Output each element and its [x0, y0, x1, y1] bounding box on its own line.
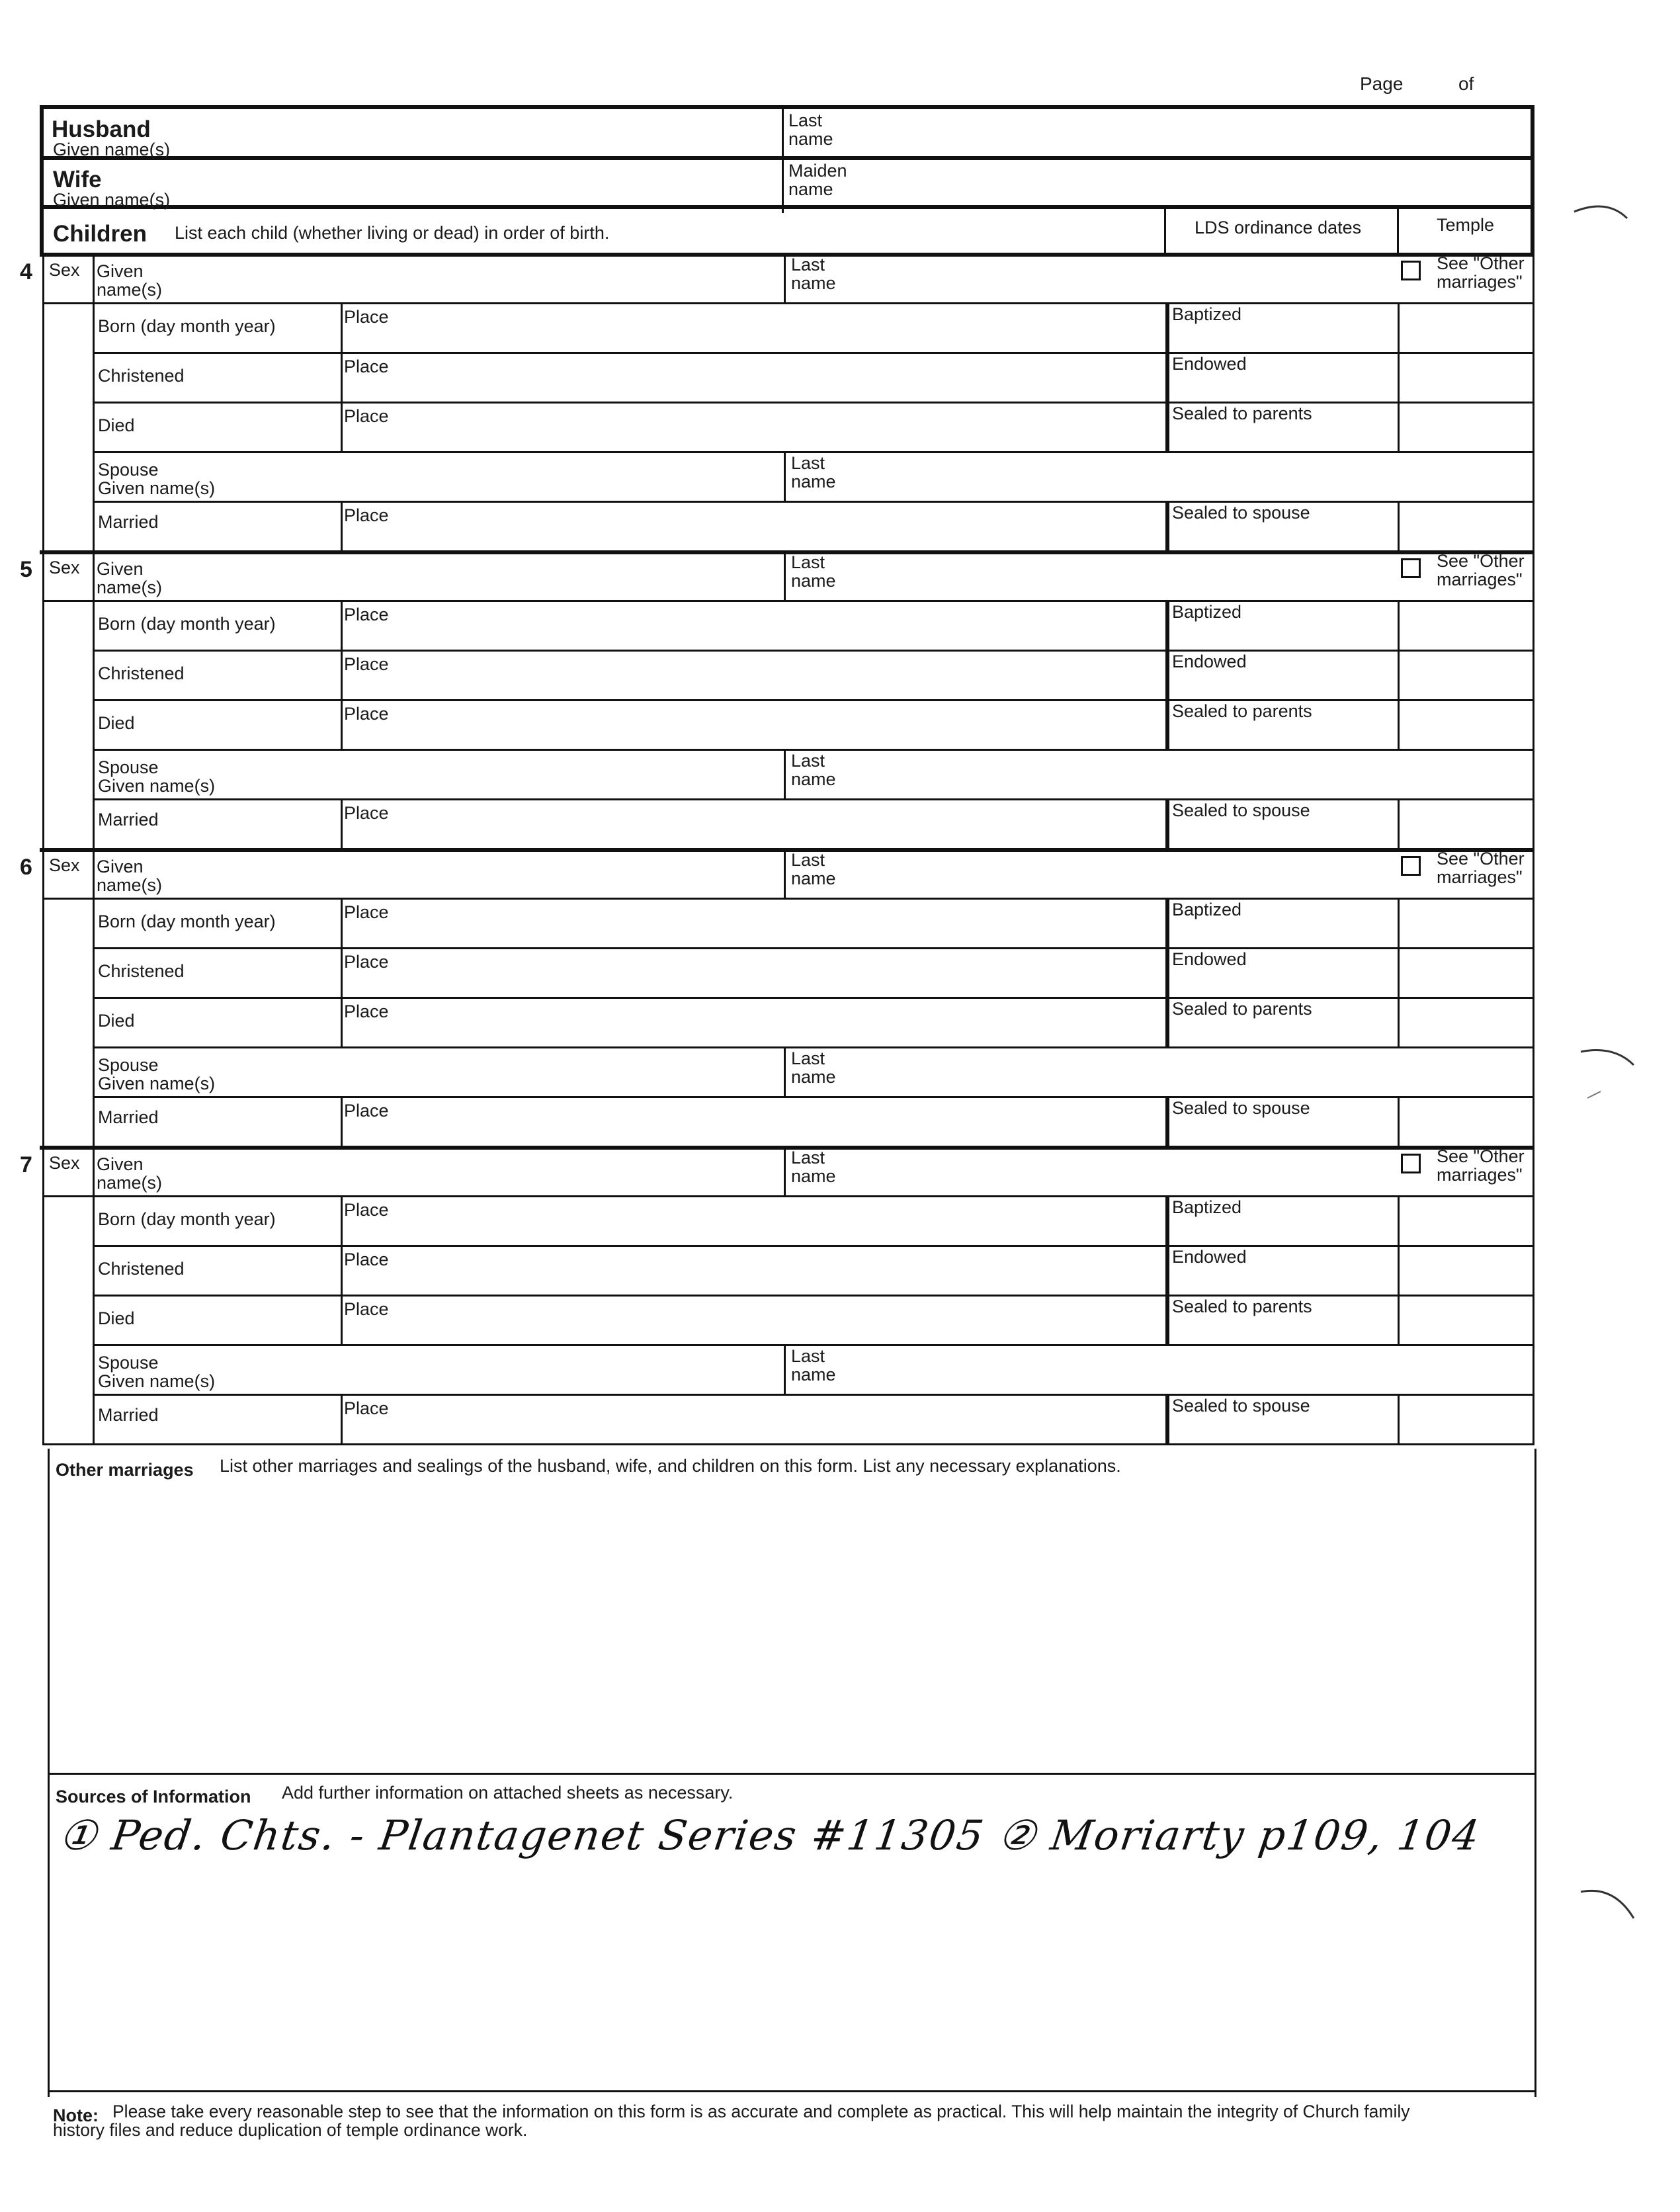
of-label: of — [1458, 73, 1474, 94]
see-other-label-1: See "Other — [1437, 551, 1525, 571]
given-label: Given — [97, 857, 144, 876]
given-name-label: name(s) — [97, 577, 163, 597]
last-label: Last — [791, 552, 825, 572]
baptized-label: Baptized — [1172, 1197, 1242, 1217]
other-marriages-checkbox[interactable] — [1401, 558, 1421, 578]
spouse-last-name-label: name — [791, 1365, 836, 1384]
died-label: Died — [98, 415, 135, 435]
wife-given-label: Given name(s) — [53, 190, 171, 210]
sealed-to-spouse-label: Sealed to spouse — [1172, 1396, 1310, 1416]
place-label: Place — [344, 307, 389, 327]
place-label: Place — [344, 605, 389, 624]
see-other-label-1: See "Other — [1437, 253, 1525, 273]
spouse-last-name-label: name — [791, 769, 836, 789]
christened-label: Christened — [98, 663, 185, 683]
given-label: Given — [97, 261, 144, 281]
given-label: Given — [97, 559, 144, 579]
place-label: Place — [344, 654, 389, 674]
last-name-label: name — [791, 273, 836, 293]
child-number: 5 — [20, 557, 32, 582]
married-place-label: Place — [344, 505, 389, 525]
sealed-to-spouse-label: Sealed to spouse — [1172, 800, 1310, 820]
note-title: Note: — [53, 2106, 99, 2125]
spouse-given-label: Given name(s) — [98, 776, 216, 796]
married-label: Married — [98, 1405, 159, 1425]
last-name-label: name — [791, 1166, 836, 1186]
given-name-label: name(s) — [97, 875, 163, 895]
place-label: Place — [344, 952, 389, 972]
given-label: Given — [97, 1154, 144, 1174]
born-label: Born (day month year) — [98, 1209, 276, 1229]
sex-label: Sex — [49, 855, 80, 875]
sex-label: Sex — [49, 260, 80, 280]
spouse-last-label: Last — [791, 751, 825, 771]
sources-handwritten: ① Ped. Chts. - Plantagenet Series #11305 ② Moriarty p109, 104 — [56, 1811, 1484, 1859]
given-name-label: name(s) — [97, 1173, 163, 1193]
children-title: Children — [53, 221, 147, 247]
married-place-label: Place — [344, 803, 389, 823]
born-label: Born (day month year) — [98, 614, 276, 634]
sex-label: Sex — [49, 1153, 80, 1173]
place-label: Place — [344, 1001, 389, 1021]
see-other-label-1: See "Other — [1437, 849, 1525, 869]
spouse-last-name-label: name — [791, 1067, 836, 1087]
see-other-label-2: marriages" — [1437, 867, 1523, 887]
sealed-to-parents-label: Sealed to parents — [1172, 701, 1312, 721]
husband-last-label: Last — [788, 110, 823, 130]
born-label: Born (day month year) — [98, 912, 276, 931]
spouse-label: Spouse — [98, 460, 159, 480]
married-label: Married — [98, 1107, 159, 1127]
place-label: Place — [344, 1250, 389, 1269]
spouse-last-label: Last — [791, 1346, 825, 1366]
christened-label: Christened — [98, 961, 185, 981]
spouse-label: Spouse — [98, 757, 159, 777]
lds-ordinance-dates-label: LDS ordinance dates — [1195, 218, 1362, 237]
other-marriages-checkbox[interactable] — [1401, 261, 1421, 280]
see-other-label-2: marriages" — [1437, 1165, 1523, 1185]
spouse-given-label: Given name(s) — [98, 1371, 216, 1391]
christened-label: Christened — [98, 1259, 185, 1279]
spouse-label: Spouse — [98, 1055, 159, 1075]
given-name-label: name(s) — [97, 280, 163, 300]
endowed-label: Endowed — [1172, 652, 1247, 671]
see-other-label-1: See "Other — [1437, 1146, 1525, 1166]
sex-label: Sex — [49, 558, 80, 577]
baptized-label: Baptized — [1172, 602, 1242, 622]
married-label: Married — [98, 810, 159, 830]
page-label: Page — [1360, 73, 1404, 94]
child-number: 4 — [20, 259, 32, 284]
endowed-label: Endowed — [1172, 1247, 1247, 1267]
christened-label: Christened — [98, 366, 185, 386]
husband-name-label: name — [788, 129, 833, 149]
spouse-given-label: Given name(s) — [98, 1074, 216, 1093]
endowed-label: Endowed — [1172, 354, 1247, 374]
wife-title: Wife — [53, 167, 102, 192]
died-label: Died — [98, 1308, 135, 1328]
last-name-label: name — [791, 869, 836, 888]
children-instructions: List each child (whether living or dead) in order of birth. — [175, 223, 610, 243]
baptized-label: Baptized — [1172, 900, 1242, 919]
place-label: Place — [344, 357, 389, 376]
note-text-line1: Please take every reasonable step to see that the information on this form is as accurate and complete as practical. This will help maintain the integrity of Church family — [112, 2102, 1410, 2121]
died-label: Died — [98, 713, 135, 733]
spouse-last-name-label: name — [791, 472, 836, 491]
last-label: Last — [791, 1148, 825, 1168]
place-label: Place — [344, 1200, 389, 1220]
married-label: Married — [98, 512, 159, 532]
place-label: Place — [344, 406, 389, 426]
baptized-label: Baptized — [1172, 304, 1242, 324]
note-text-line2: history files and reduce duplication of temple ordinance work. — [53, 2120, 528, 2140]
sealed-to-parents-label: Sealed to parents — [1172, 999, 1312, 1019]
sealed-to-parents-label: Sealed to parents — [1172, 1297, 1312, 1316]
spouse-last-label: Last — [791, 1048, 825, 1068]
died-label: Died — [98, 1011, 135, 1031]
place-label: Place — [344, 902, 389, 922]
other-marriages-checkbox[interactable] — [1401, 1154, 1421, 1173]
sealed-to-spouse-label: Sealed to spouse — [1172, 503, 1310, 523]
last-name-label: name — [791, 571, 836, 591]
other-marriages-checkbox[interactable] — [1401, 856, 1421, 876]
other-marriages-instructions: List other marriages and sealings of the husband, wife, and children on this form. List any necessary explanations. — [220, 1456, 1121, 1476]
last-label: Last — [791, 255, 825, 275]
spouse-last-label: Last — [791, 453, 825, 473]
place-label: Place — [344, 1299, 389, 1319]
sealed-to-parents-label: Sealed to parents — [1172, 404, 1312, 423]
see-other-label-2: marriages" — [1437, 272, 1523, 292]
see-other-label-2: marriages" — [1437, 570, 1523, 589]
husband-given-label: Given name(s) — [53, 140, 171, 159]
sources-title: Sources of Information — [56, 1787, 251, 1807]
other-marriages-title: Other marriages — [56, 1460, 194, 1480]
place-label: Place — [344, 704, 389, 724]
scan-artifacts — [1561, 185, 1660, 1958]
child-number: 7 — [20, 1152, 32, 1177]
sources-instructions: Add further information on attached sheets as necessary. — [282, 1783, 734, 1803]
sealed-to-spouse-label: Sealed to spouse — [1172, 1098, 1310, 1118]
endowed-label: Endowed — [1172, 949, 1247, 969]
married-place-label: Place — [344, 1101, 389, 1121]
spouse-label: Spouse — [98, 1353, 159, 1373]
last-label: Last — [791, 850, 825, 870]
married-place-label: Place — [344, 1398, 389, 1418]
born-label: Born (day month year) — [98, 316, 276, 336]
spouse-given-label: Given name(s) — [98, 478, 216, 498]
child-number: 6 — [20, 855, 32, 880]
wife-name-label: name — [788, 179, 833, 199]
temple-label: Temple — [1437, 215, 1495, 235]
husband-title: Husband — [52, 116, 151, 142]
wife-maiden-label: Maiden — [788, 161, 847, 181]
